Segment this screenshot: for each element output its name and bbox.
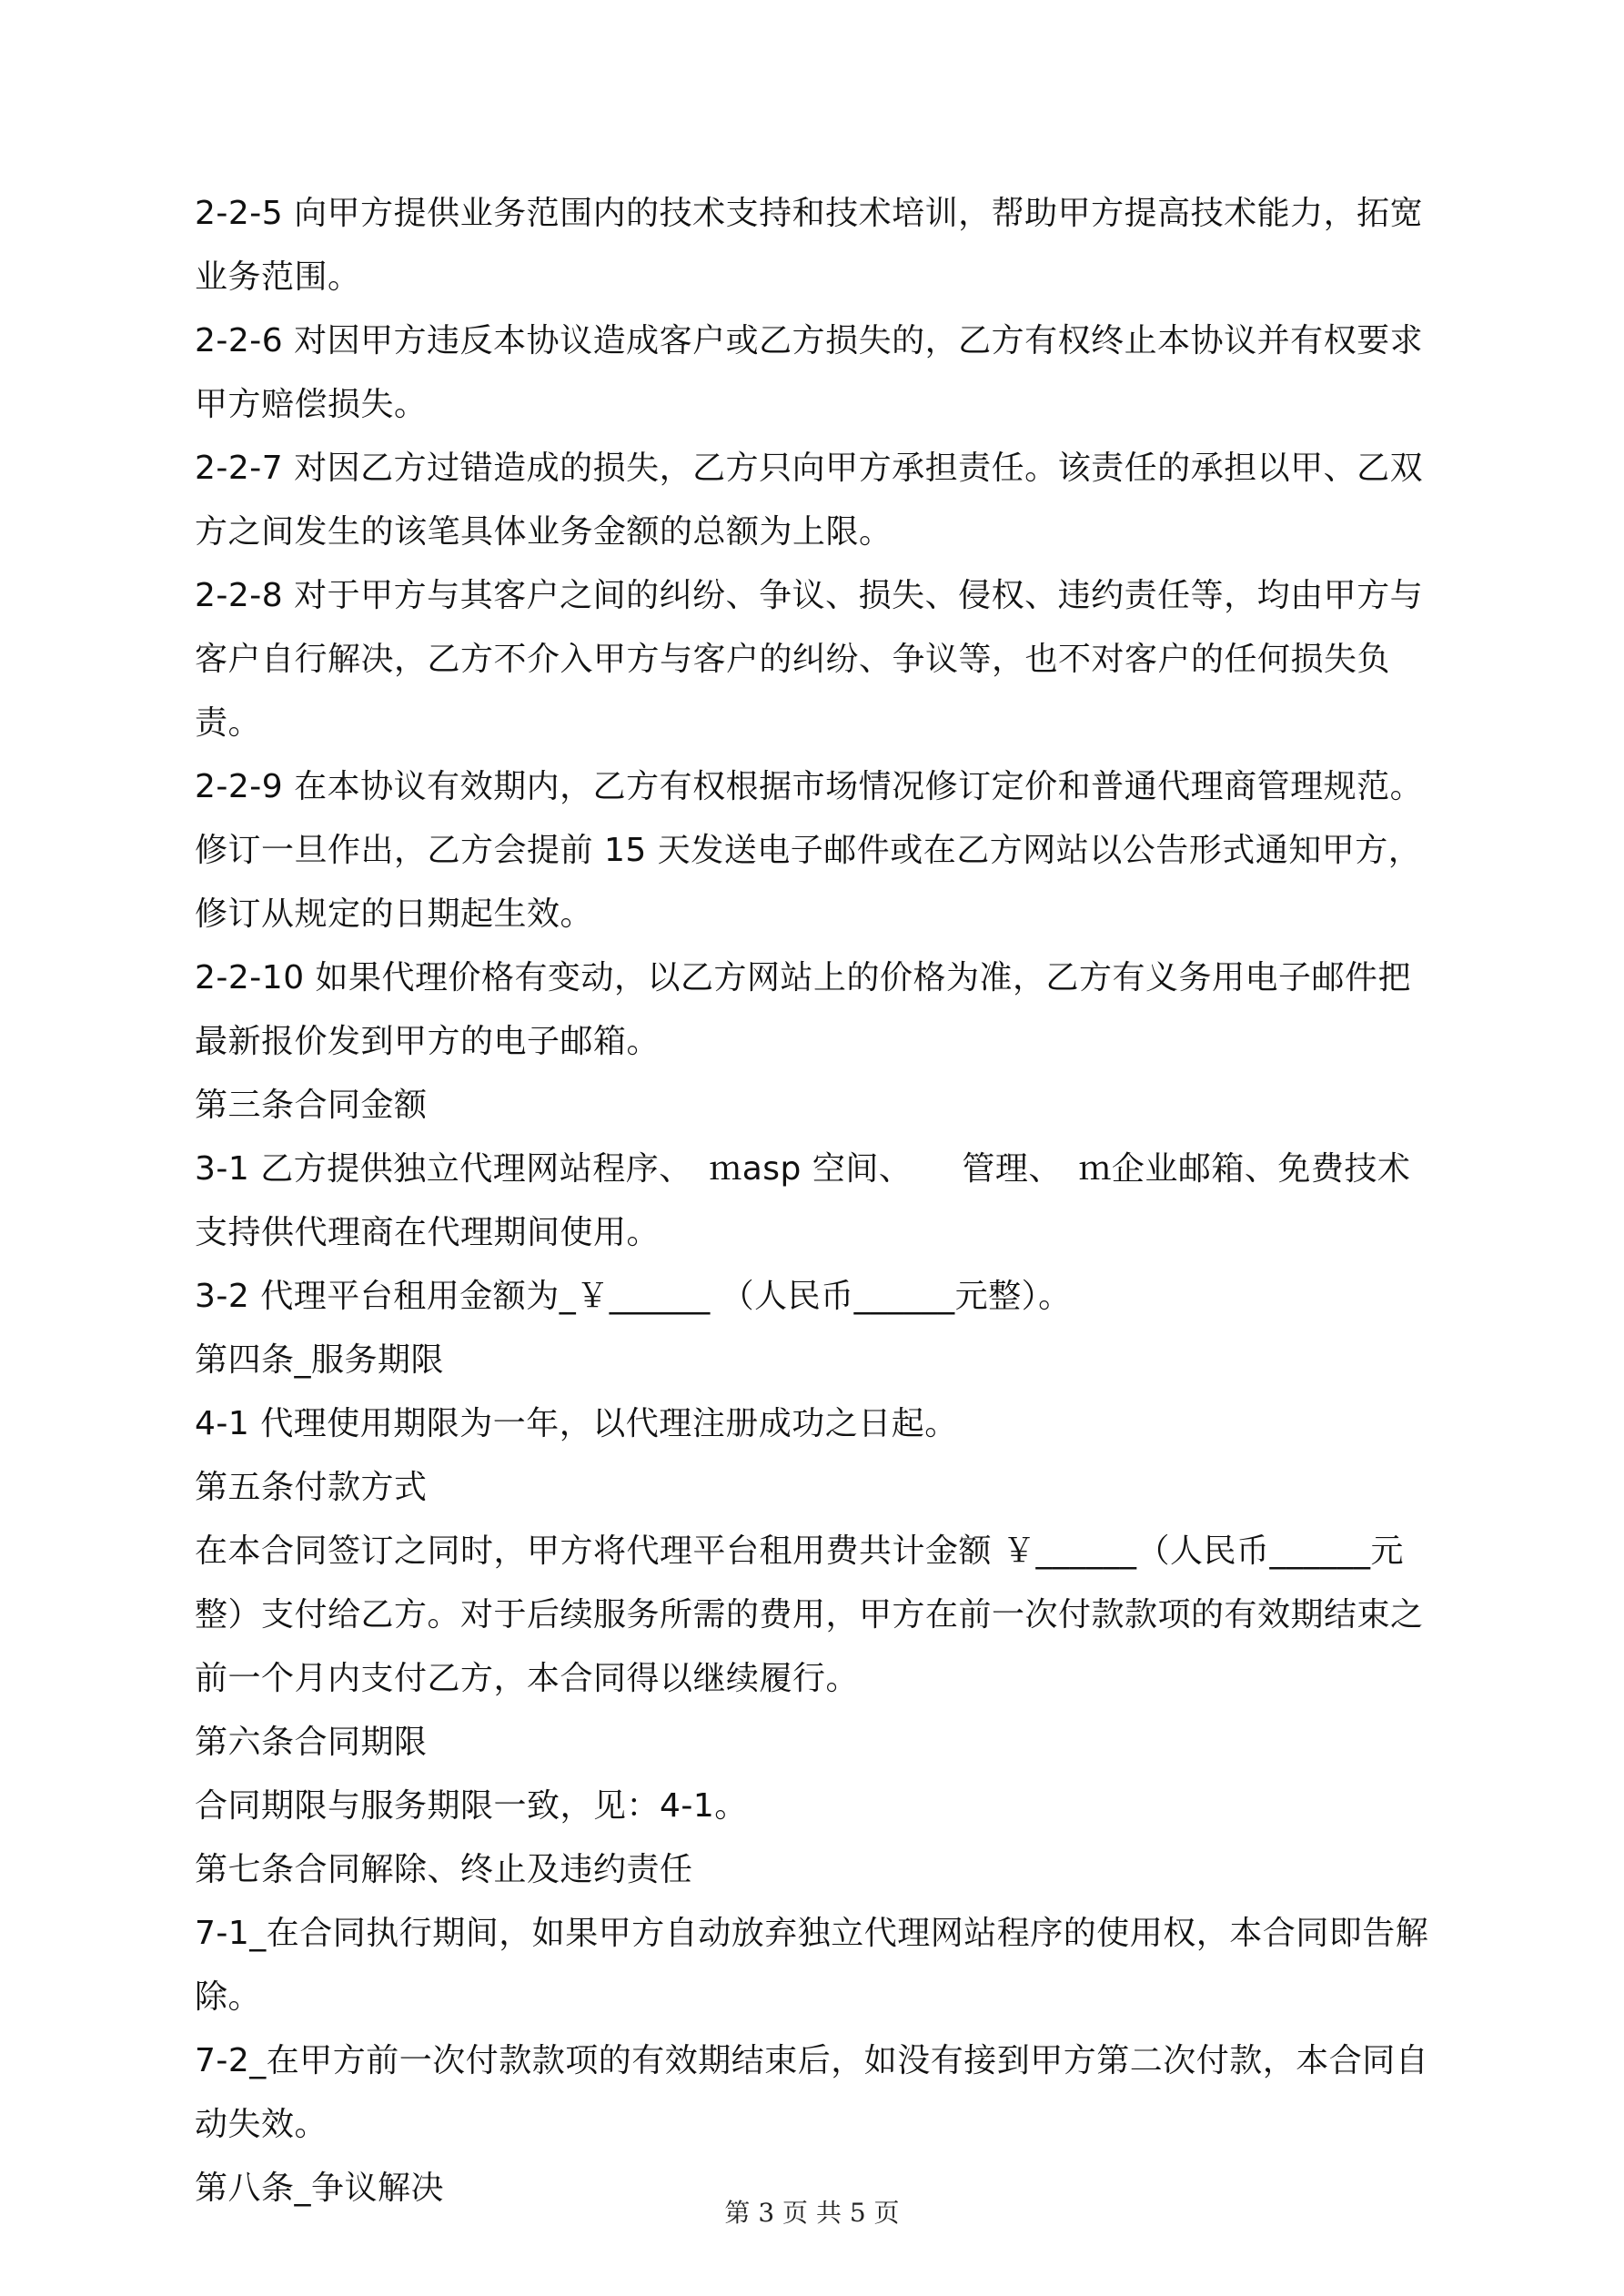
clause-3-1: 3-1 乙方提供独立代理网站程序、 ｍasp 空间、 管理、 ｍ企业邮箱、免费技术支持供代理商在代理期间使用。 — [195, 1150, 1411, 1251]
clause-2-2-9: 2-2-9 在本协议有效期内，乙方有权根据市场情况修订定价和普通代理商管理规范。修订一旦作出，乙方会提前 15 天发送电子邮件或在乙方网站以公告形式通知甲方，修订从规定的日期起生效。 — [195, 768, 1424, 933]
clause-2-2-6: 2-2-6 对因甲方违反本协议造成客户或乙方损失的，乙方有权终止本协议并有权要求甲方赔偿损失。 — [195, 322, 1424, 423]
clause-4-1: 4-1 代理使用期限为一年，以代理注册成功之日起。 — [195, 1405, 958, 1442]
page-footer: 第 3 页 共 5 页 — [724, 2198, 900, 2228]
clause-2-2-10: 2-2-10 如果代理价格有变动，以乙方网站上的价格为准，乙方有义务用电子邮件把最新报价发到甲方的电子邮箱。 — [195, 959, 1412, 1060]
article-6-heading: 第六条合同期限 — [195, 1724, 428, 1761]
payment-paragraph: 在本合同签订之同时，甲方将代理平台租用费共计金额 ￥______（人民币______元整）支付给乙方。对于后续服务所需的费用，甲方在前一次付款款项的有效期结束之前一个月内支付乙方，本合同得以继续履行。 — [195, 1532, 1424, 1697]
clause-7-2: 7-2_在甲方前一次付款款项的有效期结束后，如没有接到甲方第二次付款，本合同自动失效。 — [195, 2042, 1429, 2143]
clause-3-2: 3-2 代理平台租用金额为_￥______ （人民币______元整）。 — [195, 1278, 1072, 1315]
article-4-heading: 第四条_服务期限 — [195, 1341, 445, 1379]
term-paragraph: 合同期限与服务期限一致，见：4-1。 — [195, 1787, 748, 1825]
document-body — [195, 182, 1441, 2220]
clause-2-2-8: 2-2-8 对于甲方与其客户之间的纠纷、争议、损失、侵权、违约责任等，均由甲方与客户自行解决，乙方不介入甲方与客户的纠纷、争议等，也不对客户的任何损失负责。 — [195, 577, 1424, 742]
article-3-heading: 第三条合同金额 — [195, 1087, 428, 1124]
clause-7-1: 7-1_在合同执行期间，如果甲方自动放弃独立代理网站程序的使用权，本合同即告解除。 — [195, 1915, 1429, 2016]
article-8-heading: 第八条_争议解决 — [195, 2170, 445, 2207]
clause-2-2-7: 2-2-7 对因乙方过错造成的损失，乙方只向甲方承担责任。该责任的承担以甲、乙双方之间发生的该笔具体业务金额的总额为上限。 — [195, 450, 1424, 551]
article-5-heading: 第五条付款方式 — [195, 1469, 428, 1506]
article-7-heading: 第七条合同解除、终止及违约责任 — [195, 1851, 693, 1888]
clause-2-2-5: 2-2-5 向甲方提供业务范围内的技术支持和技术培训，帮助甲方提高技术能力，拓宽业务范围。 — [195, 195, 1424, 296]
